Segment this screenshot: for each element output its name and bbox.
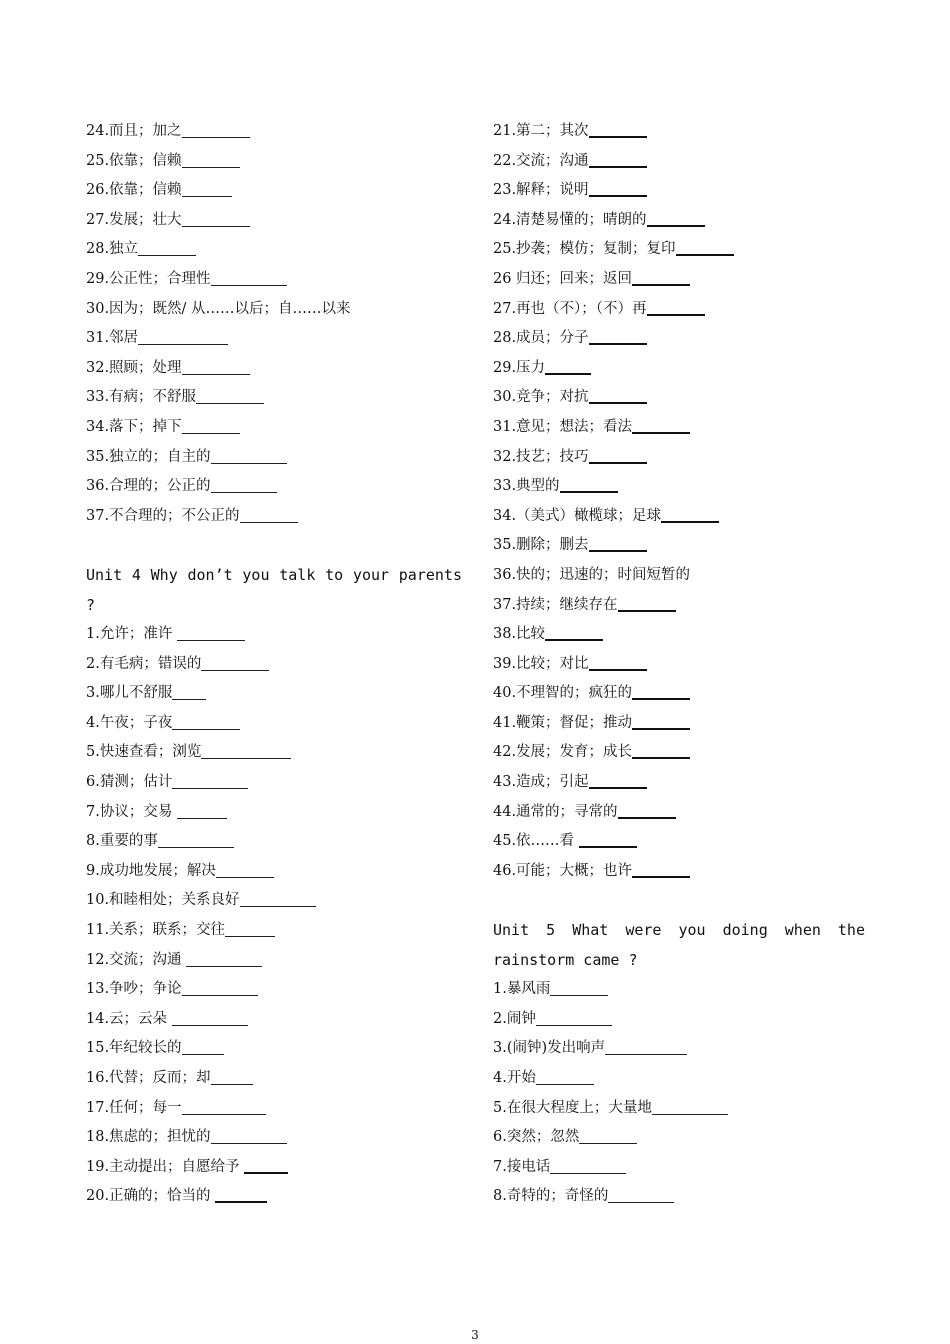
vocab-item-text: 5.在很大程度上；大量地: [493, 1099, 652, 1116]
vocab-item: [86, 147, 462, 177]
vocab-item: [493, 531, 865, 561]
vocab-item-text: 38.比较: [493, 626, 546, 643]
answer-blank-line[interactable]: [182, 358, 250, 375]
vocab-item: [86, 1123, 462, 1153]
answer-blank-line[interactable]: [589, 653, 647, 671]
answer-blank-line[interactable]: [216, 861, 274, 878]
vocab-item-text: 8.重要的事: [86, 833, 158, 850]
answer-blank-line[interactable]: [632, 416, 690, 434]
answer-blank-line[interactable]: [560, 475, 618, 493]
vocab-item-text: 30.因为；既然/ 从……以后；自……以来: [86, 300, 351, 317]
answer-blank-line[interactable]: [661, 505, 719, 523]
answer-blank-line[interactable]: [589, 120, 647, 138]
answer-blank-line[interactable]: [589, 771, 647, 789]
vocab-item-text: 27.再也（不）；（不）再: [493, 300, 647, 317]
vocab-item: [493, 827, 865, 857]
vocab-item-text: 30.竞争；对抗: [493, 389, 589, 406]
vocab-item-text: 12.交流；沟通: [86, 951, 187, 968]
vocab-item-text: 20.正确的；恰当的: [86, 1188, 216, 1205]
vocab-item-text: 26 归还；回来；返回: [493, 270, 633, 287]
vocab-item: [86, 946, 462, 976]
vocab-item-text: 16.代替；反而；却: [86, 1070, 211, 1086]
vocab-item: [86, 413, 462, 443]
vocab-item: [493, 117, 865, 147]
vocab-item: [86, 798, 462, 828]
vocab-item-text: 2.闹钟: [493, 1010, 536, 1027]
vocab-item: [86, 383, 462, 413]
vocab-item: [493, 1064, 865, 1094]
vocab-list-unit5: [493, 975, 865, 1212]
vocab-item: [493, 709, 865, 739]
vocab-item-text: 45.依……看: [493, 833, 579, 850]
answer-blank-line[interactable]: [211, 269, 287, 286]
answer-blank-line[interactable]: [172, 1009, 248, 1026]
answer-blank-line[interactable]: [201, 654, 269, 671]
vocab-item: [86, 975, 462, 1005]
vocab-item-text: 31.意见；想法；看法: [493, 418, 633, 435]
vocab-item: [86, 354, 462, 384]
vocab-item: [86, 916, 462, 946]
vocab-item-text: 35.独立的；自主的: [86, 448, 211, 465]
answer-blank-line[interactable]: [182, 121, 250, 138]
section-gap: [493, 886, 865, 916]
answer-blank-line[interactable]: [240, 890, 316, 907]
vocab-item: [86, 295, 462, 325]
vocab-item: [86, 1005, 462, 1035]
vocab-item-text: 34.落下；掉下: [86, 418, 182, 435]
section-gap: [86, 531, 462, 561]
answer-blank-line[interactable]: [182, 151, 240, 168]
vocab-item-text: 2.有毛病；错误的: [86, 655, 202, 672]
answer-blank-line[interactable]: [211, 476, 277, 493]
vocab-item-text: 39.比较；对比: [493, 655, 589, 672]
vocab-item: [493, 443, 865, 473]
vocab-item: [493, 176, 865, 206]
answer-blank-line[interactable]: [647, 209, 705, 227]
vocab-item: [493, 679, 865, 709]
answer-blank-line[interactable]: [177, 802, 227, 819]
vocab-item: [493, 1034, 865, 1064]
vocab-item-text: 24.而且；加之: [86, 123, 182, 139]
vocab-item-text: 28.成员；分子: [493, 330, 589, 347]
answer-blank-line[interactable]: [545, 357, 591, 375]
vocab-item: [493, 1094, 865, 1124]
answer-blank-line[interactable]: [647, 298, 705, 316]
vocab-item: [493, 591, 865, 621]
answer-blank-line[interactable]: [536, 1068, 594, 1085]
vocab-item: [493, 650, 865, 680]
vocab-item: [86, 768, 462, 798]
answer-blank-line[interactable]: [138, 328, 228, 345]
answer-blank-line[interactable]: [632, 682, 690, 700]
vocab-item-text: 33.有病；不舒服: [86, 389, 197, 406]
answer-blank-line[interactable]: [608, 1186, 674, 1203]
vocab-item: [493, 472, 865, 502]
vocab-item: [493, 147, 865, 177]
vocab-item-text: 8.奇特的；奇怪的: [493, 1188, 609, 1205]
answer-blank-line[interactable]: [589, 446, 647, 464]
vocab-item-text: 11.关系；联系；交往: [86, 922, 226, 939]
page-number: 3: [471, 1328, 479, 1342]
unit-5-heading: Unit 5 What were you doing when the rainstorm came ?: [493, 921, 865, 969]
vocab-item-text: 7.协议；交易: [86, 803, 177, 820]
vocab-item-text: 13.争吵；争论: [86, 981, 182, 998]
answer-blank-line[interactable]: [201, 742, 291, 759]
vocab-item-text: 9.成功地发展；解决: [86, 862, 216, 879]
vocab-item: [493, 798, 865, 828]
vocab-item-text: 43.造成；引起: [493, 774, 589, 791]
vocab-item-text: 29.压力: [493, 359, 546, 376]
vocab-item-text: 15.年纪较长的: [86, 1040, 182, 1057]
vocab-item: [86, 206, 462, 236]
vocab-item-text: 21.第二；其次: [493, 123, 589, 139]
vocab-item: [493, 1123, 865, 1153]
vocab-item-text: 41.鞭策；督促；推动: [493, 714, 633, 731]
vocab-item: [493, 975, 865, 1005]
vocab-item: [86, 709, 462, 739]
vocab-item-text: 42.发展；发育；成长: [493, 744, 633, 761]
answer-blank-line[interactable]: [545, 623, 603, 641]
answer-blank-line[interactable]: [589, 179, 647, 197]
vocab-item: [86, 1064, 462, 1094]
answer-blank-line[interactable]: [618, 594, 676, 612]
answer-blank-line[interactable]: [589, 150, 647, 168]
vocab-item-text: 36.快的；迅速的；时间短暂的: [493, 566, 691, 583]
vocab-item-text: 27.发展；壮大: [86, 211, 182, 228]
vocab-item-text: 6.突然；忽然: [493, 1129, 580, 1146]
vocab-item: [86, 1034, 462, 1064]
answer-blank-line[interactable]: [215, 1185, 267, 1203]
vocab-item: [86, 620, 462, 650]
answer-blank-line[interactable]: [182, 979, 258, 996]
vocab-item: [493, 354, 865, 384]
vocab-item: [493, 413, 865, 443]
answer-blank-line[interactable]: [211, 1127, 287, 1144]
vocab-list-unit3-continued: [86, 117, 462, 531]
vocab-item-text: 25.抄袭；模仿；复制；复印: [493, 241, 676, 258]
answer-blank-line[interactable]: [632, 268, 690, 286]
vocab-item: [86, 650, 462, 680]
vocab-item-text: 36.合理的；公正的: [86, 478, 211, 495]
vocab-item-text: 32.照顾；处理: [86, 359, 182, 376]
vocab-item-text: 37.不合理的；不公正的: [86, 507, 240, 524]
vocab-item: [493, 295, 865, 325]
vocab-item: [86, 1094, 462, 1124]
answer-blank-line[interactable]: [186, 950, 262, 967]
vocab-item-text: 4.开始: [493, 1070, 536, 1086]
answer-blank-line[interactable]: [589, 534, 647, 552]
vocab-item-text: 33.典型的: [493, 478, 560, 495]
vocab-item-text: 23.解释；说明: [493, 182, 589, 199]
answer-blank-line[interactable]: [579, 1127, 637, 1144]
answer-blank-line[interactable]: [244, 1156, 288, 1174]
vocab-item-text: 44.通常的；寻常的: [493, 803, 618, 820]
vocab-item-text: 7.接电话: [493, 1158, 551, 1175]
vocab-item: [86, 1153, 462, 1183]
vocab-item: [493, 1182, 865, 1212]
answer-blank-line[interactable]: [676, 238, 734, 256]
vocab-item: [86, 502, 462, 532]
answer-blank-line[interactable]: [225, 920, 275, 937]
answer-blank-line[interactable]: [618, 801, 676, 819]
vocab-list-unit4-continued: [493, 117, 865, 886]
vocab-item-text: 34.（美式）橄榄球；足球: [493, 507, 662, 524]
answer-blank-line[interactable]: [632, 860, 690, 878]
answer-blank-line[interactable]: [632, 712, 690, 730]
vocab-item-text: 4.午夜；子夜: [86, 714, 173, 731]
vocab-item-text: 32.技艺；技巧: [493, 448, 589, 465]
vocab-item: [86, 679, 462, 709]
answer-blank-line[interactable]: [211, 1068, 253, 1085]
vocab-item-text: 1.暴风雨: [493, 981, 551, 998]
answer-blank-line[interactable]: [550, 979, 608, 996]
vocab-item: [86, 738, 462, 768]
vocab-item: [86, 117, 462, 147]
vocab-item: [86, 857, 462, 887]
answer-blank-line[interactable]: [211, 447, 287, 464]
vocab-item: [86, 324, 462, 354]
vocab-item: [493, 1153, 865, 1183]
vocab-item-text: 26.依靠；信赖: [86, 182, 182, 199]
left-column: [86, 117, 462, 1212]
vocab-item-text: 46.可能；大概；也许: [493, 862, 633, 879]
vocab-item-text: 3.(闹钟)发出响声: [493, 1040, 606, 1057]
vocab-item-text: 3.哪儿不舒服: [86, 685, 173, 702]
vocab-item: [493, 738, 865, 768]
vocab-item-text: 29.公正性；合理性: [86, 270, 211, 287]
answer-blank-line[interactable]: [182, 180, 232, 197]
vocab-item-text: 5.快速查看；浏览: [86, 744, 202, 761]
answer-blank-line[interactable]: [196, 387, 264, 404]
vocab-item-text: 35.删除；删去: [493, 537, 589, 554]
answer-blank-line[interactable]: [579, 830, 637, 848]
answer-blank-line[interactable]: [550, 1157, 626, 1174]
vocab-item: [493, 324, 865, 354]
vocab-item: [493, 768, 865, 798]
vocab-item-text: 14.云；云朵: [86, 1010, 172, 1027]
answer-blank-line[interactable]: [589, 327, 647, 345]
vocab-item: [493, 383, 865, 413]
vocab-item: [86, 886, 462, 916]
answer-blank-line[interactable]: [589, 386, 647, 404]
vocab-item: [493, 620, 865, 650]
vocab-item: [493, 206, 865, 236]
vocab-item: [493, 235, 865, 265]
answer-blank-line[interactable]: [172, 713, 240, 730]
vocab-item: [493, 561, 865, 591]
vocab-item-text: 31.邻居: [86, 330, 139, 347]
answer-blank-line[interactable]: [182, 1098, 266, 1115]
answer-blank-line[interactable]: [605, 1038, 687, 1055]
right-column: [493, 117, 865, 1212]
vocab-item-text: 28.独立: [86, 241, 139, 258]
answer-blank-line[interactable]: [172, 683, 206, 700]
vocab-item: [86, 265, 462, 295]
vocab-item-text: 6.猜测；估计: [86, 774, 173, 791]
vocab-item-text: 10.和睦相处；关系良好: [86, 892, 240, 909]
answer-blank-line[interactable]: [172, 772, 248, 789]
answer-blank-line[interactable]: [632, 741, 690, 759]
vocab-item: [86, 235, 462, 265]
answer-blank-line[interactable]: [240, 506, 298, 523]
vocab-item: [86, 472, 462, 502]
answer-blank-line[interactable]: [158, 831, 234, 848]
vocab-item: [493, 265, 865, 295]
answer-blank-line[interactable]: [182, 1038, 224, 1055]
answer-blank-line[interactable]: [177, 624, 245, 641]
unit-4-heading: Unit 4 Why don’t you talk to your parents ?: [86, 565, 462, 614]
vocab-item: [493, 857, 865, 887]
answer-blank-line[interactable]: [138, 239, 196, 256]
vocab-item: [86, 827, 462, 857]
vocab-item: [86, 1182, 462, 1212]
answer-blank-line[interactable]: [652, 1098, 728, 1115]
vocab-item-text: 17.任何；每一: [86, 1099, 182, 1116]
vocab-item-text: 18.焦虑的；担忧的: [86, 1129, 211, 1146]
vocab-item-text: 1.允许；准许: [86, 626, 177, 643]
answer-blank-line[interactable]: [536, 1009, 612, 1026]
vocab-item-text: 19.主动提出；自愿给予: [86, 1158, 245, 1175]
answer-blank-line[interactable]: [182, 417, 240, 434]
vocab-item-text: 22.交流；沟通: [493, 152, 589, 169]
vocab-item: [493, 1005, 865, 1035]
vocab-item-text: 24.清楚易懂的；晴朗的: [493, 211, 647, 228]
vocab-item-text: 40.不理智的；疯狂的: [493, 685, 633, 702]
vocab-item-text: 25.依靠；信赖: [86, 152, 182, 169]
vocab-list-unit4: [86, 620, 462, 1212]
vocab-item: [86, 176, 462, 206]
vocab-item: [86, 443, 462, 473]
answer-blank-line[interactable]: [182, 210, 250, 227]
vocab-item-text: 37.持续；继续存在: [493, 596, 618, 613]
vocab-item: [493, 502, 865, 532]
